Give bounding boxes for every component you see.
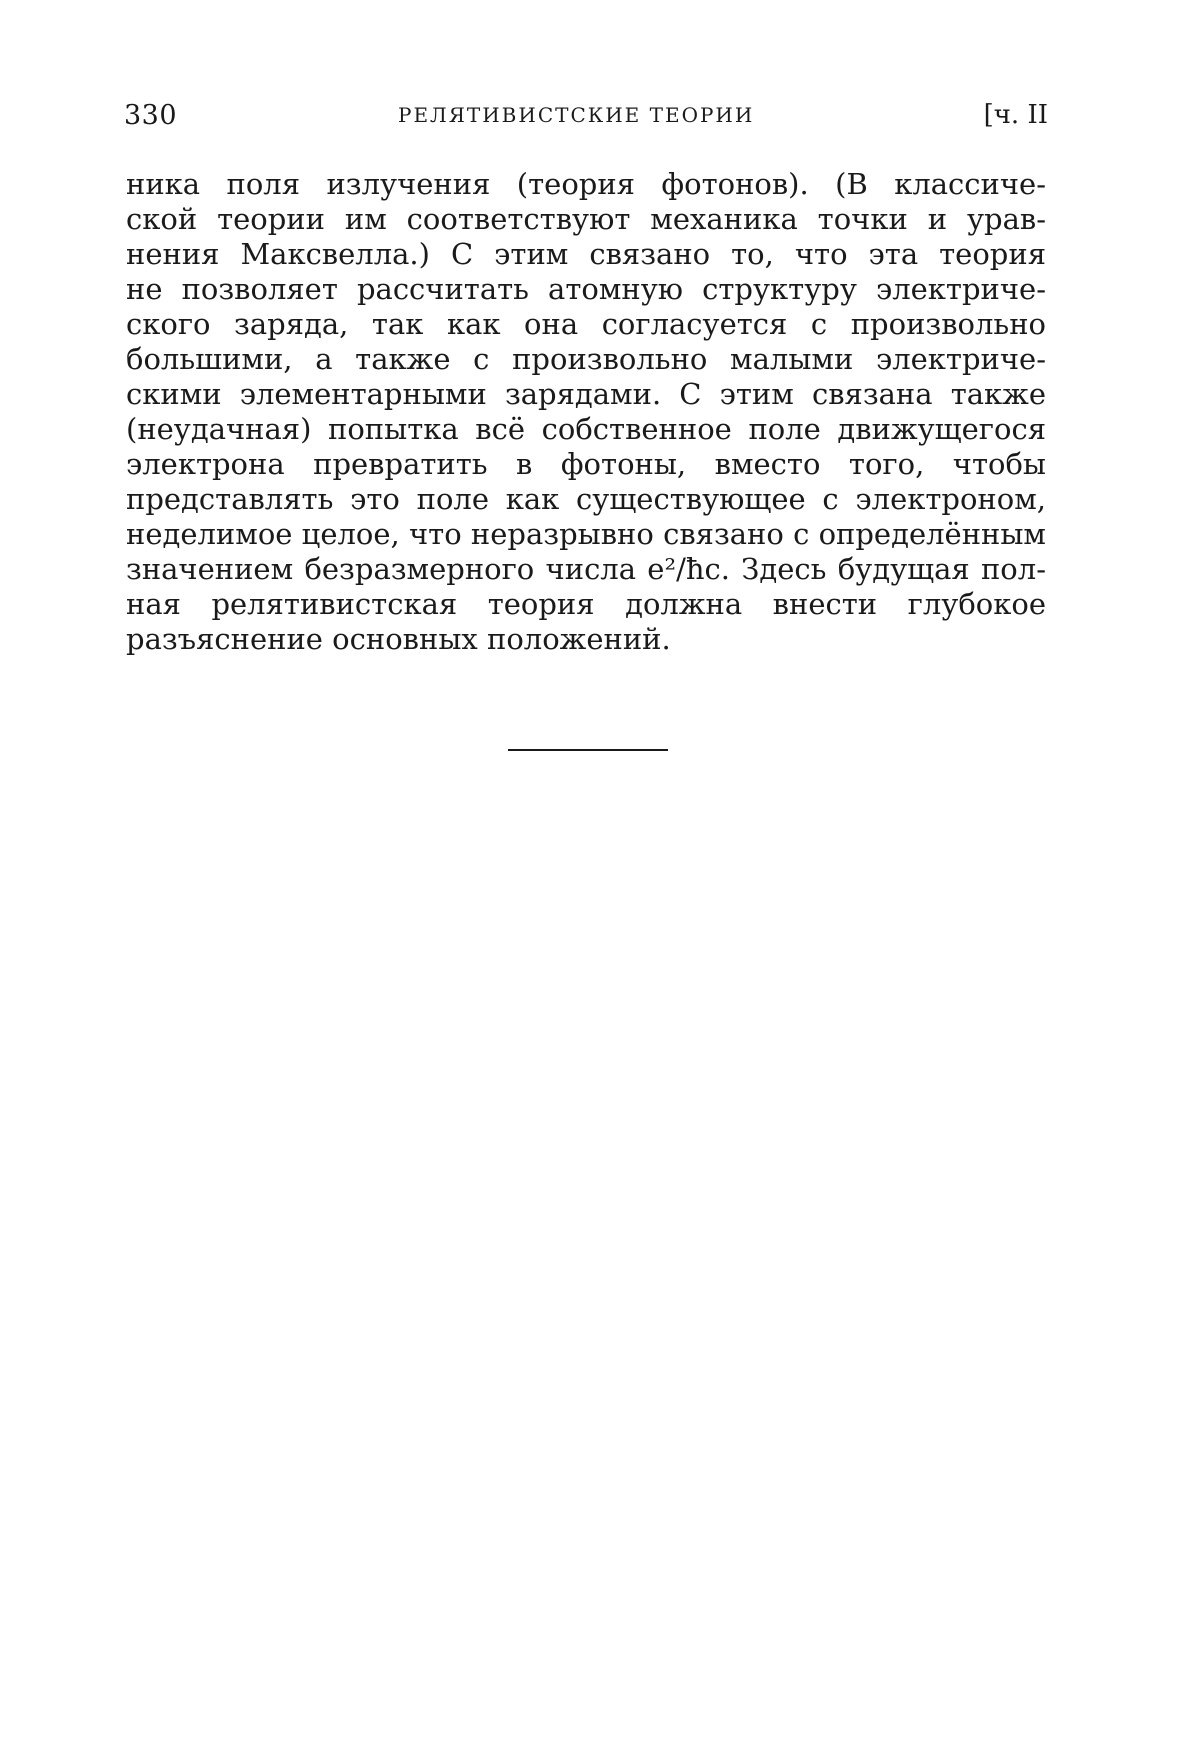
- text-line: ского заряда, так как она согласуется с произвольно: [126, 307, 1046, 341]
- text-line: электрона превратить в фотоны, вместо того, чтобы: [126, 447, 1046, 481]
- text-line: (неудачная) попытка всё собственное поле движущегося: [126, 412, 1046, 446]
- text-line: неделимое целое, что неразрывно связано с определённым: [126, 517, 1046, 551]
- text-line: не позволяет рассчитать атомную структуру электриче-: [126, 272, 1046, 306]
- text-line: значением безразмерного числа e²/ħc. Здесь будущая пол-: [126, 552, 1046, 586]
- text-line: разъяснение основных положений.: [126, 622, 671, 656]
- text-line: скими элементарными зарядами. С этим связана также: [126, 377, 1046, 411]
- paragraph: [126, 167, 1046, 657]
- text-line: ской теории им соответствуют механика точки и урав-: [126, 202, 1046, 236]
- text-line: представлять это поле как существующее с электроном,: [126, 482, 1046, 516]
- page-number: 330: [124, 100, 178, 131]
- closing-rule: [508, 749, 668, 751]
- text-line: большими, а также с произвольно малыми электриче-: [126, 342, 1046, 376]
- running-title: РЕЛЯТИВИСТСКИЕ ТЕОРИИ: [398, 103, 755, 127]
- text-line: ника поля излучения (теория фотонов). (В классиче-: [126, 167, 1046, 201]
- text-line: нения Максвелла.) С этим связано то, что эта теория: [126, 237, 1046, 271]
- page-header: [124, 100, 1048, 136]
- part-label: [ч. II: [983, 100, 1048, 130]
- text-line: ная релятивистская теория должна внести глубокое: [126, 587, 1046, 621]
